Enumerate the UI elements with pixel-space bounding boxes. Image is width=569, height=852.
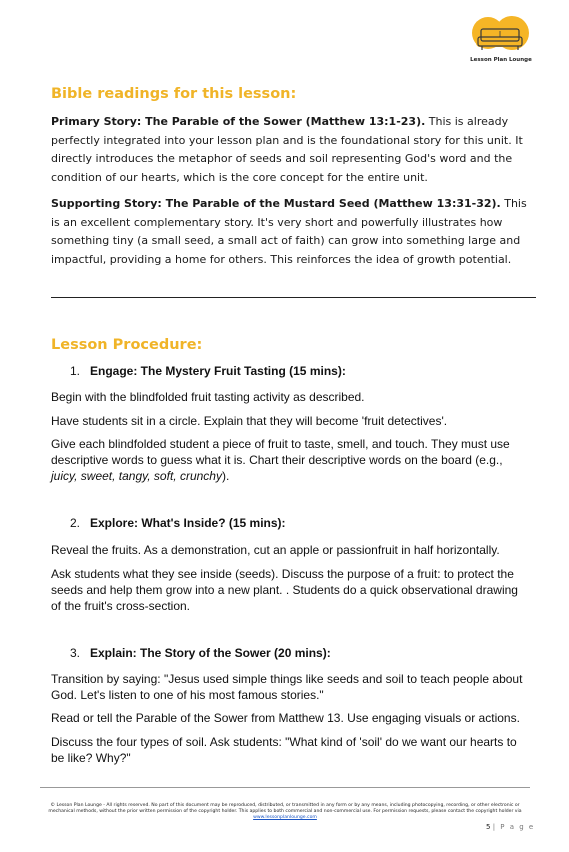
step-1-heading (70, 364, 346, 378)
section-divider (51, 297, 536, 298)
bible-readings-title: Bible readings for this lesson: (51, 86, 297, 102)
website-link[interactable]: www.lessonplanlounge.com (253, 815, 317, 820)
step-2-paragraph-2: Ask students what they see inside (seeds). Discuss the purpose of a fruit: to protect the seeds and help them grow into a new plant. . Students do a quick observational drawing of the fruit's cross-section. (51, 567, 518, 613)
step-1-paragraph-1: Begin with the blindfolded fruit tasting activity as described. (51, 390, 365, 404)
page-number-value: 5 (486, 823, 491, 831)
logo-text: Lesson Plan Lounge (470, 57, 532, 63)
step-1-descriptive-words: juicy, sweet, tangy, soft, crunchy (51, 469, 222, 483)
step-3-paragraph-3: Discuss the four types of soil. Ask students: "What kind of 'soil' do we want our hearts to be like? Why?" (51, 735, 517, 765)
page-word: | P a g e (492, 823, 535, 831)
footer-divider (40, 787, 530, 788)
lesson-plan-lounge-logo (468, 15, 534, 67)
step-1-paragraph-2: Have students sit in a circle. Explain that they will become 'fruit detectives'. (51, 414, 448, 428)
copyright-text: © Lesson Plan Lounge - All rights reserved. No part of this document may be reproduced, distributed, or transmitted in any form or by any means, including photocopying, recording, or other electronic or mechanical methods, without the prior written permission of the copyright holder. This applies to both commercial and non-commercial use. For permission requests, please contact the copyright holder via (48, 803, 522, 814)
step-1-paragraph-3-text: Give each blindfolded student a piece of fruit to taste, smell, and touch. They must use descriptive words to guess what it is. Chart their descriptive words on the board (e.g., (51, 437, 510, 467)
step-1-paragraph-3-end: ). (221, 469, 230, 483)
primary-story-text: This is already perfectly integrated into your lesson plan and is the foundational story for this unit. It directly introduces the metaphor of seeds and soil representing God's word and the condition of our hearts, which is the core concept for the entire unit. (51, 115, 523, 184)
step-2-title: Explore: What's Inside? (15 mins): (90, 516, 286, 530)
copyright-footer (40, 803, 530, 821)
supporting-story-label: Supporting Story: The Parable of the Mustard Seed (Matthew 13:31-32). (51, 197, 501, 210)
page-number (486, 823, 535, 831)
step-3-paragraph-1: Transition by saying: "Jesus used simple things like seeds and soil to teach people about God. Let's listen to one of his most famous stories." (51, 672, 523, 702)
supporting-story-paragraph (51, 195, 536, 269)
step-1-title: Engage: The Mystery Fruit Tasting (15 mins): (90, 364, 346, 378)
step-3-heading (70, 646, 331, 660)
step-2-number: 2. (70, 516, 81, 530)
supporting-story-text: This is an excellent complementary story. It's very short and powerfully illustrates how something tiny (a small seed, a small act of faith) can grow into something large and impactful, providing a home for others. This reinforces the idea of growth potential. (51, 197, 527, 266)
step-3-title: Explain: The Story of the Sower (20 mins): (90, 646, 331, 660)
couch-logo-icon (468, 15, 534, 57)
step-2-heading (70, 516, 286, 530)
step-3-number: 3. (70, 646, 81, 660)
primary-story-paragraph (51, 113, 536, 187)
lesson-procedure-title: Lesson Procedure: (51, 337, 203, 353)
step-3-paragraph-2: Read or tell the Parable of the Sower from Matthew 13. Use engaging visuals or actions. (51, 711, 520, 725)
primary-story-label: Primary Story: The Parable of the Sower (Matthew 13:1-23). (51, 115, 426, 128)
step-2-paragraph-1: Reveal the fruits. As a demonstration, cut an apple or passionfruit in half horizontally. (51, 543, 500, 557)
step-1-number: 1. (70, 364, 81, 378)
step-1-paragraph-3 (51, 436, 531, 484)
